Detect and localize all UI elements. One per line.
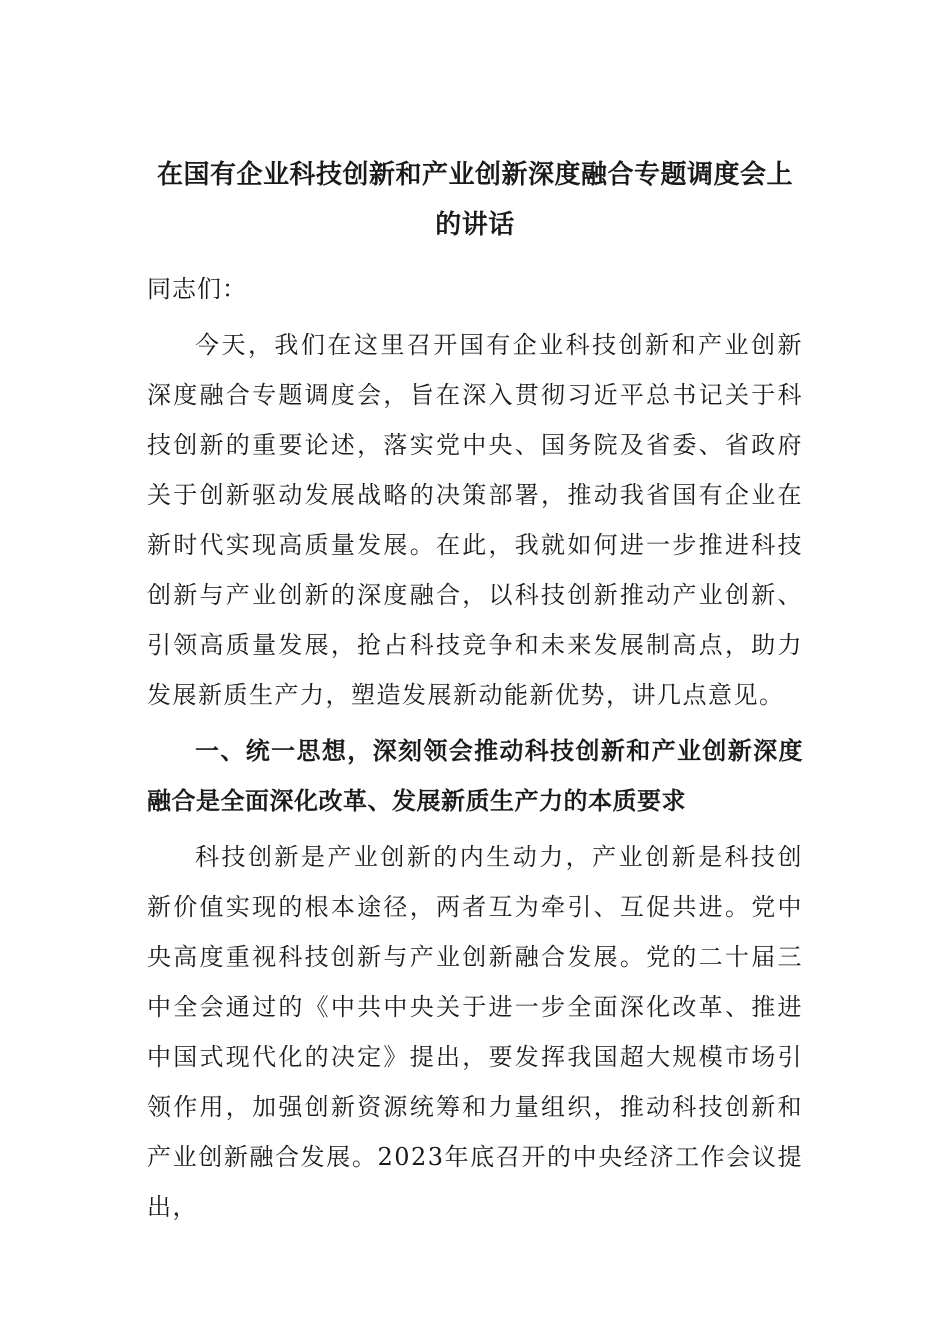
intro-paragraph: 今天，我们在这里召开国有企业科技创新和产业创新深度融合专题调度会，旨在深入贯彻习近平总书记关于科技创新的重要论述，落实党中央、国务院及省委、省政府关于创新驱动发展战略的决策部署，推动我省国有企业在新时代实现高质量发展。在此，我就如何进一步推进科技创新与产业创新的深度融合，以科技创新推动产业创新、引领高质量发展，抢占科技竞争和未来发展制高点，助力发展新质生产力，塑造发展新动能新优势，讲几点意见。 [147, 331, 803, 709]
greeting: 同志们： [147, 275, 247, 303]
section-1-paragraph: 科技创新是产业创新的内生动力，产业创新是科技创新价值实现的根本途径，两者互为牵引、互促共进。党中央高度重视科技创新与产业创新融合发展。党的二十届三中全会通过的《中共中央关于进一步全面深化改革、推进中国式现代化的决定》提出，要发挥我国超大规模市场引领作用，加强创新资源统筹和力量组织，推动科技创新和产业创新融合发展。2023年底召开的中央经济工作会议提出， [147, 843, 803, 1221]
document-title: 在国有企业科技创新和产业创新深度融合专题调度会上的讲话 [156, 160, 793, 240]
document-page [147, 150, 803, 1232]
section-heading-1: 一、统一思想，深刻领会推动科技创新和产业创新深度融合是全面深化改革、发展新质生产力的本质要求 [147, 737, 803, 815]
